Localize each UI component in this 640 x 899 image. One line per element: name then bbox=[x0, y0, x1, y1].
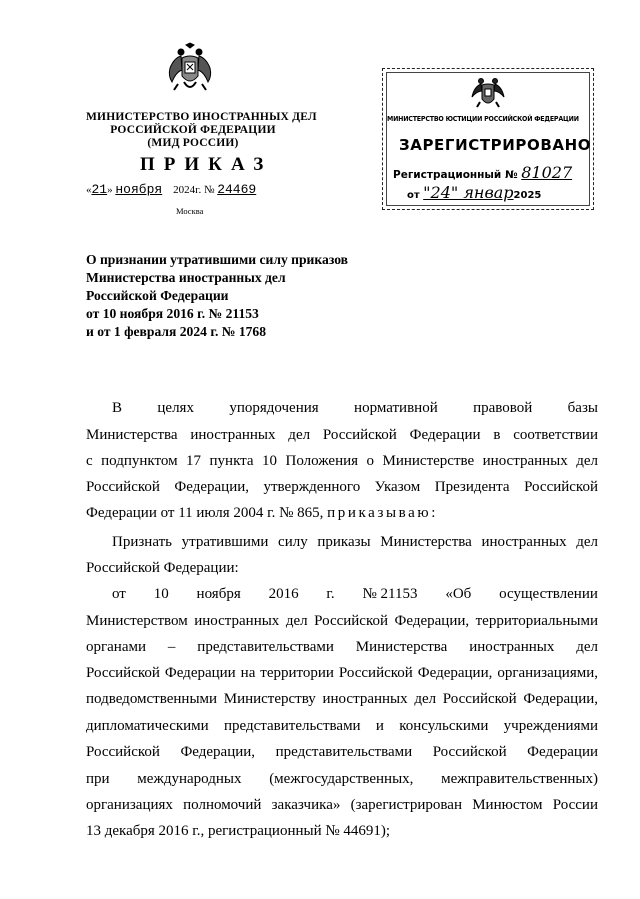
paragraph1-line3: с подпунктом 17 пункта 10 Положения о Министерстве иностранных дел bbox=[86, 453, 598, 469]
title-line: от 10 ноября 2016 г. № 21153 bbox=[86, 306, 259, 321]
paragraph3-line9: организациях полномочий заказчика» (зарегистрирован Минюстом России bbox=[86, 797, 598, 813]
order-verb: приказываю: bbox=[327, 505, 438, 521]
body-word: целях bbox=[157, 400, 194, 416]
year-suffix: г. bbox=[195, 184, 202, 196]
date-day: 21 bbox=[91, 182, 108, 197]
coat-of-arms-icon bbox=[164, 42, 216, 98]
stamp-registered: ЗАРЕГИСТРИРОВАНО bbox=[399, 136, 592, 154]
stamp-emblem-icon bbox=[469, 75, 507, 113]
registration-stamp bbox=[382, 68, 594, 210]
body-word: нормативной bbox=[354, 400, 438, 416]
body-word: упорядочения bbox=[229, 400, 319, 416]
body-word: г. bbox=[326, 586, 335, 602]
body-word: В bbox=[112, 400, 123, 416]
document-title bbox=[86, 251, 348, 341]
doc-type-title: ПРИКАЗ bbox=[140, 154, 273, 175]
body-word: 10 bbox=[153, 586, 169, 602]
stamp-year: 2025 bbox=[513, 190, 542, 201]
stamp-ministry-justice: МИНИСТЕРСТВО ЮСТИЦИИ РОССИЙСКОЙ ФЕДЕРАЦИИ bbox=[387, 115, 579, 123]
paragraph3-line2: Министерством иностранных дел Российской Федерации, территориальными bbox=[86, 613, 598, 629]
stamp-from-label: от bbox=[407, 190, 420, 201]
paragraph3-line8: при международных (межгосударственных, межправительственных) bbox=[86, 771, 598, 787]
paragraph1-line2: Министерства иностранных дел Российской Федерации в соответствии bbox=[86, 427, 598, 443]
paragraph2-line2: Российской Федерации: bbox=[86, 560, 239, 576]
title-line: О признании утратившими силу приказов bbox=[86, 252, 348, 267]
body-word: «Об bbox=[445, 586, 472, 602]
paragraph1-line5 bbox=[86, 503, 598, 523]
number-label: № bbox=[203, 184, 215, 196]
date-year: 2024 bbox=[173, 184, 196, 196]
order-date-number bbox=[86, 182, 256, 197]
body-word: от bbox=[112, 586, 126, 602]
paragraph2-line1: Признать утратившими силу приказы Министерства иностранных дел bbox=[112, 534, 598, 550]
stamp-date-handwritten: "24" январ bbox=[423, 183, 514, 202]
stamp-date-row bbox=[407, 183, 541, 202]
date-month: ноября bbox=[115, 182, 163, 197]
stamp-reg-number: 81027 bbox=[521, 163, 573, 182]
paragraph3-line5: подведомственными Министерству иностранных дел Российской Федерации, bbox=[86, 691, 598, 707]
paragraph3-line1 bbox=[112, 584, 598, 604]
ministry-name-line1: МИНИСТЕРСТВО ИНОСТРАННЫХ ДЕЛ bbox=[86, 111, 317, 123]
paragraph3-line4: Российской Федерации на территории Российской Федерации, организациями, bbox=[86, 665, 598, 681]
body-word: осуществлении bbox=[499, 586, 598, 602]
stamp-reg-label: Регистрационный № bbox=[393, 169, 518, 181]
paragraph3-line7: Российской Федерации, представительствами Российской Федерации bbox=[86, 744, 598, 760]
body-word: ноября bbox=[196, 586, 241, 602]
title-line: и от 1 февраля 2024 г. № 1768 bbox=[86, 324, 267, 339]
order-number: 24469 bbox=[217, 182, 257, 197]
ministry-name-line2: РОССИЙСКОЙ ФЕДЕРАЦИИ bbox=[110, 124, 276, 136]
stamp-reg-number-row bbox=[393, 163, 572, 182]
body-word: 2016 bbox=[268, 586, 299, 602]
body-word: правовой bbox=[473, 400, 533, 416]
body-text: Федерации от 11 июля 2004 г. № 865, bbox=[86, 505, 324, 521]
title-line: Министерства иностранных дел bbox=[86, 270, 286, 285]
title-line: Российской Федерации bbox=[86, 288, 229, 303]
date-close-quote: » bbox=[107, 184, 113, 196]
paragraph3-line3: органами – представительствами Министерства иностранных дел bbox=[86, 639, 598, 655]
body-word: № 21153 bbox=[362, 586, 418, 602]
paragraph3-line6: дипломатическими представительствами и консульскими учреждениями bbox=[86, 718, 598, 734]
city-label: Москва bbox=[176, 206, 204, 216]
ministry-name-line3: (МИД РОССИИ) bbox=[147, 137, 239, 149]
paragraph3-line10: 13 декабря 2016 г., регистрационный № 44691); bbox=[86, 823, 391, 839]
paragraph1-line1 bbox=[112, 398, 598, 418]
date-open-quote: « bbox=[86, 184, 92, 196]
body-word: базы bbox=[567, 400, 598, 416]
paragraph1-line4: Российской Федерации, утвержденного Указом Президента Российской bbox=[86, 479, 598, 495]
